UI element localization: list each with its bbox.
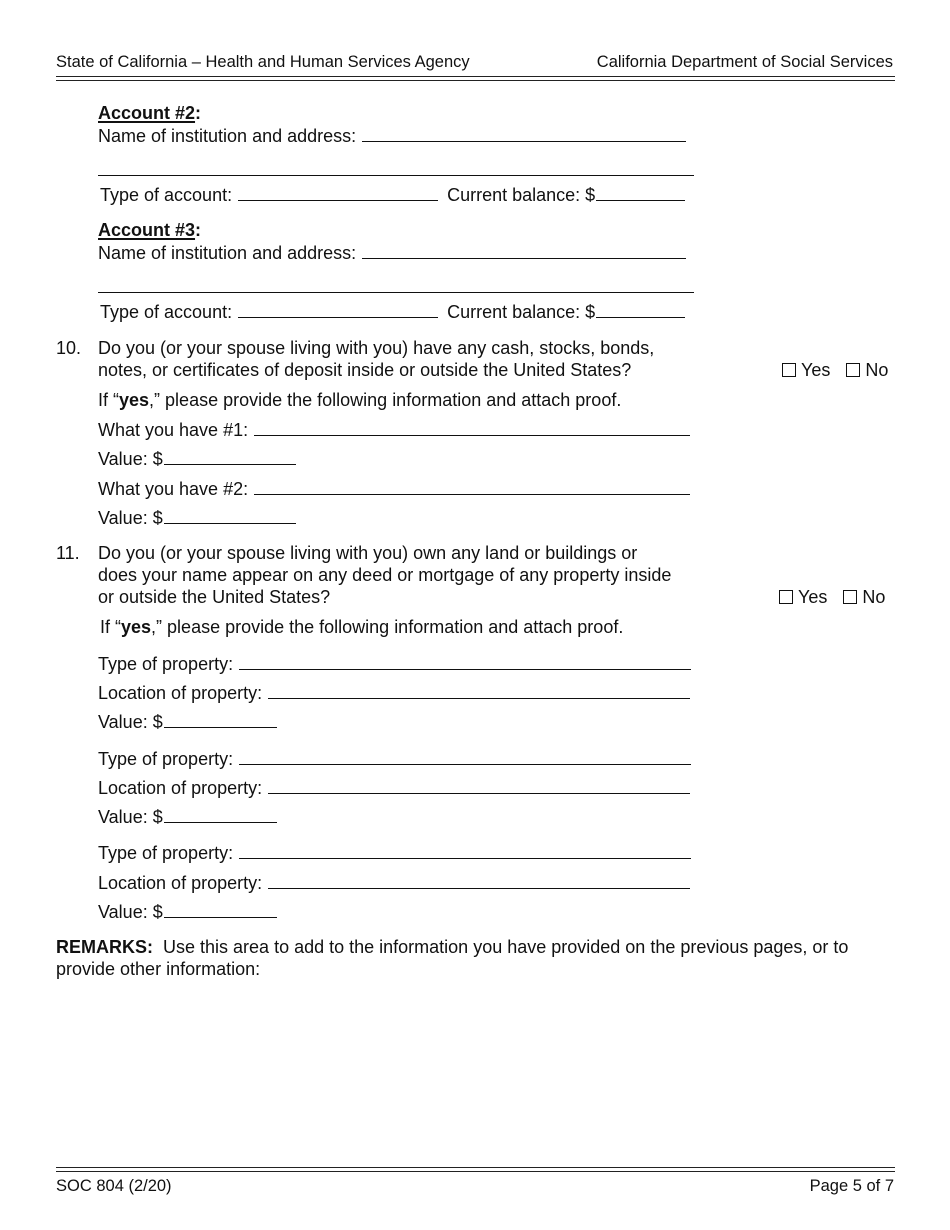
q11-line-1: Do you (or your spouse living with you) own any land or buildings or xyxy=(98,543,638,563)
q11-yes-option[interactable]: Yes xyxy=(779,587,827,607)
q11-property-2-location-field[interactable] xyxy=(268,776,690,794)
q11-instruction: If “yes,” please provide the following information and attach proof. xyxy=(100,617,624,637)
q11-property-3-location-label: Location of property: xyxy=(98,873,263,893)
q11-line-2: does your name appear on any deed or mortgage of any property inside xyxy=(98,565,672,585)
q10-instruction: If “yes,” please provide the following information and attach proof. xyxy=(98,390,622,410)
remarks-label: REMARKS: xyxy=(56,937,153,957)
q10-number: 10. xyxy=(56,338,82,358)
q10-answer xyxy=(782,359,888,381)
checkbox-icon[interactable] xyxy=(779,590,793,604)
footer-rule-top xyxy=(56,1167,895,1168)
account-3-type-label: Type of account: xyxy=(100,302,233,322)
q10-line-1: Do you (or your spouse living with you) have any cash, stocks, bonds, xyxy=(98,338,655,358)
account-2-type-label: Type of account: xyxy=(100,185,233,205)
q11-property-3-type-field[interactable] xyxy=(239,841,691,859)
account-2-address-line[interactable] xyxy=(98,175,694,176)
account-3-heading: Account #3: xyxy=(98,220,202,240)
q11-property-2-value-field[interactable] xyxy=(164,805,277,823)
q10-value-1-label: Value: $ xyxy=(98,449,163,469)
q10-value-2-label: Value: $ xyxy=(98,508,163,528)
account-3-institution-label: Name of institution and address: xyxy=(98,243,357,263)
q11-property-1-value-row xyxy=(98,710,277,733)
q10-item-1-row xyxy=(98,418,690,441)
account-3-address-line[interactable] xyxy=(98,292,694,293)
q11-property-2-type-label: Type of property: xyxy=(98,749,234,769)
q11-property-1-location-row xyxy=(98,681,690,704)
account-2-institution-row xyxy=(98,124,686,147)
q10-value-2-field[interactable] xyxy=(164,506,296,524)
q11-property-1-type-row xyxy=(98,652,691,675)
account-2-heading: Account #2: xyxy=(98,103,202,123)
q11-property-3-value-label: Value: $ xyxy=(98,902,163,922)
account-3-institution-field[interactable] xyxy=(362,241,686,259)
q11-property-1-location-label: Location of property: xyxy=(98,683,263,703)
q10-item-1-label: What you have #1: xyxy=(98,420,249,440)
q10-item-2-field[interactable] xyxy=(254,477,690,495)
footer-page-number: Page 5 of 7 xyxy=(809,1177,894,1195)
q11-property-2-location-label: Location of property: xyxy=(98,778,263,798)
q11-property-2-type-row xyxy=(98,747,691,770)
q10-item-2-row xyxy=(98,477,690,500)
account-3-type-field[interactable] xyxy=(238,300,438,318)
q10-no-option[interactable]: No xyxy=(846,360,888,380)
q10-value-1-field[interactable] xyxy=(164,447,296,465)
account-2-type-row xyxy=(100,183,685,206)
q11-property-1-location-field[interactable] xyxy=(268,681,690,699)
remarks-line-2: provide other information: xyxy=(56,959,261,979)
checkbox-icon[interactable] xyxy=(846,363,860,377)
q11-property-1-type-label: Type of property: xyxy=(98,654,234,674)
account-2-balance-field[interactable] xyxy=(596,183,685,201)
q11-property-3-location-row xyxy=(98,871,690,894)
q10-line-2: notes, or certificates of deposit inside or outside the United States? xyxy=(98,360,632,380)
q11-property-3-location-field[interactable] xyxy=(268,871,690,889)
remarks-text-1: Use this area to add to the information you have provided on the previous pages, or to xyxy=(163,937,849,957)
q10-item-1-field[interactable] xyxy=(254,418,690,436)
q11-property-1-value-label: Value: $ xyxy=(98,712,163,732)
footer-rule-bottom xyxy=(56,1171,895,1172)
q11-answer xyxy=(779,586,885,608)
q10-value-2-row xyxy=(98,506,296,529)
footer-form-id: SOC 804 (2/20) xyxy=(56,1177,172,1195)
account-2-balance-label: Current balance: $ xyxy=(447,185,596,205)
account-3-balance-field[interactable] xyxy=(596,300,685,318)
q11-property-1-type-field[interactable] xyxy=(239,652,691,670)
account-3-type-row xyxy=(100,300,685,323)
q11-property-2-location-row xyxy=(98,776,690,799)
q11-property-3-value-row xyxy=(98,900,277,923)
account-2-type-field[interactable] xyxy=(238,183,438,201)
q10-yes-option[interactable]: Yes xyxy=(782,360,830,380)
q11-property-3-type-label: Type of property: xyxy=(98,843,234,863)
account-2-institution-field[interactable] xyxy=(362,124,686,142)
q11-number: 11. xyxy=(56,543,80,563)
q11-property-3-value-field[interactable] xyxy=(164,900,277,918)
header-rule-top xyxy=(56,76,895,77)
q11-line-3: or outside the United States? xyxy=(98,587,331,607)
q11-no-option[interactable]: No xyxy=(843,587,885,607)
header-rule-bottom xyxy=(56,80,895,81)
header-department: California Department of Social Services xyxy=(596,53,893,71)
q11-property-2-type-field[interactable] xyxy=(239,747,691,765)
checkbox-icon[interactable] xyxy=(843,590,857,604)
q11-property-3-type-row xyxy=(98,841,691,864)
remarks-line-1 xyxy=(56,936,848,958)
q11-property-2-value-row xyxy=(98,805,277,828)
q10-item-2-label: What you have #2: xyxy=(98,479,249,499)
header-agency: State of California – Health and Human Services Agency xyxy=(56,53,470,71)
account-3-balance-label: Current balance: $ xyxy=(447,302,596,322)
q10-value-1-row xyxy=(98,447,296,470)
account-3-institution-row xyxy=(98,241,686,264)
checkbox-icon[interactable] xyxy=(782,363,796,377)
q11-property-2-value-label: Value: $ xyxy=(98,807,163,827)
q11-property-1-value-field[interactable] xyxy=(164,710,277,728)
account-2-institution-label: Name of institution and address: xyxy=(98,126,357,146)
remarks-area[interactable] xyxy=(56,990,895,1160)
